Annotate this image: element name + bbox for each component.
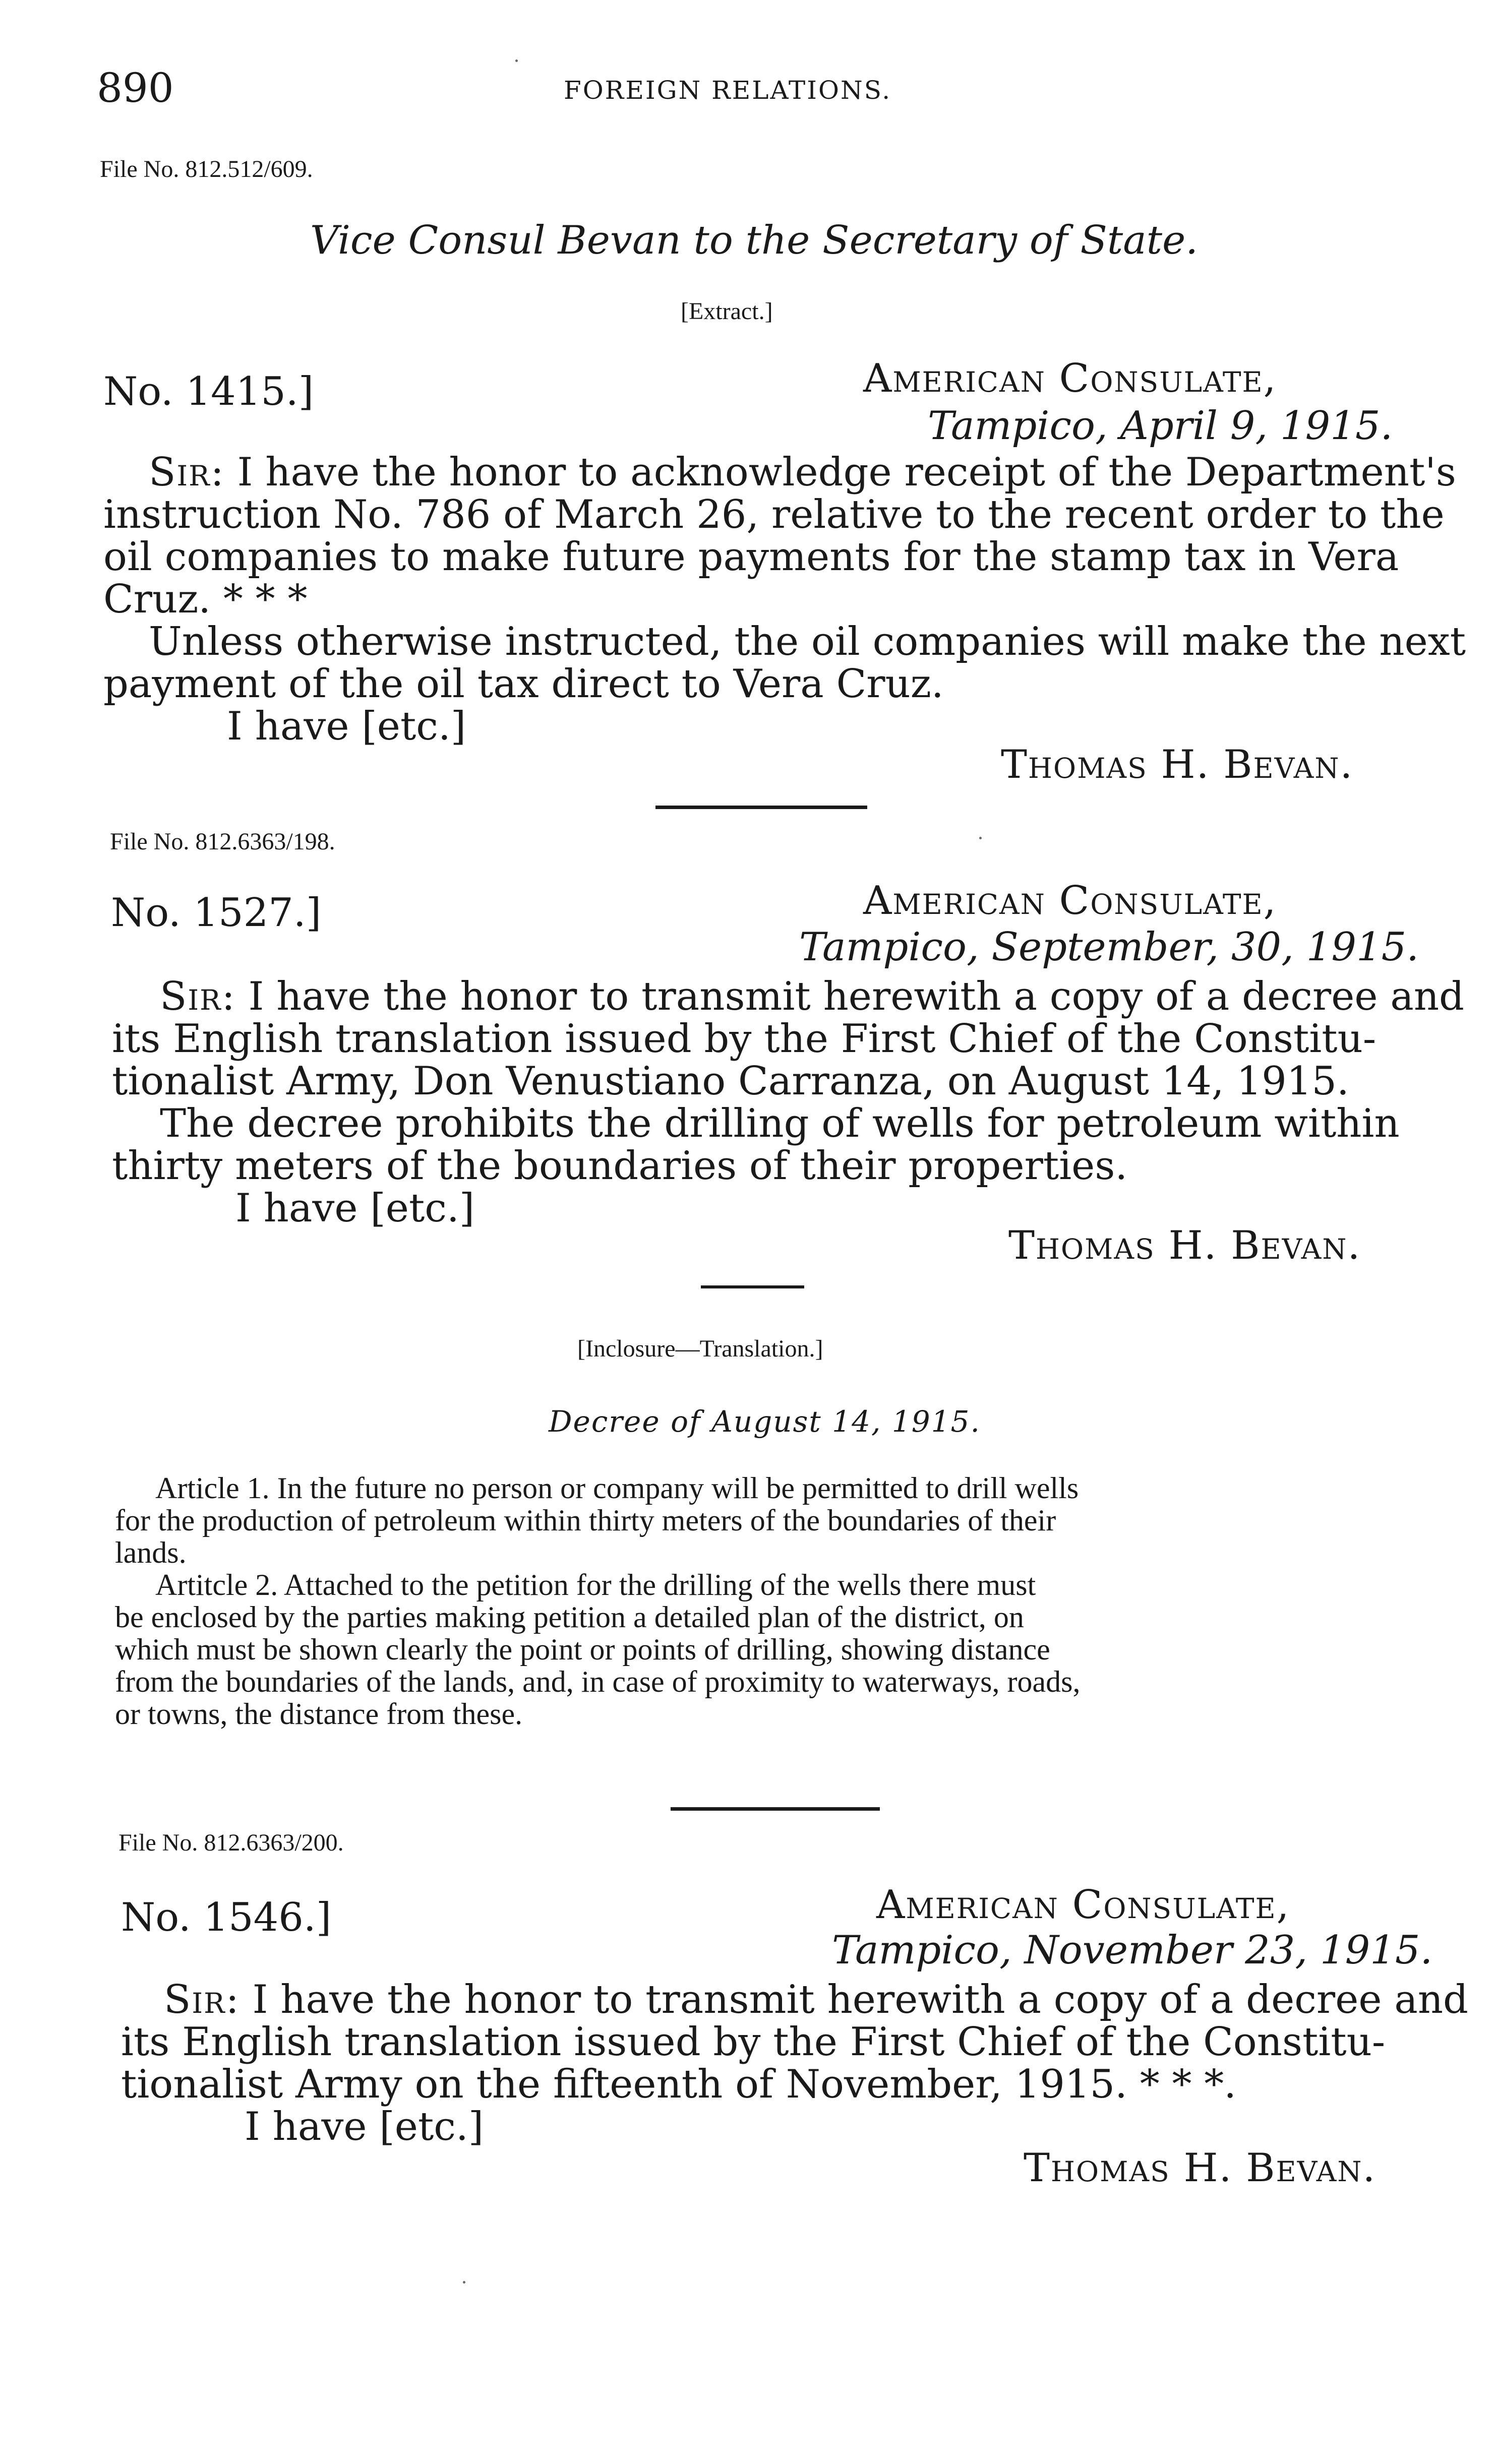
speck [515,59,518,62]
body-line: its English translation issued by the First Chief of the Constitu- [121,2019,1386,2065]
article-line: lands. [115,1536,187,1569]
body-line: payment of the oil tax direct to Vera Cruz. [103,661,944,707]
document-title: Vice Consul Bevan to the Secretary of State. [310,218,1199,263]
closing: I have [etc.] [235,1186,475,1231]
article-line: or towns, the distance from these. [115,1697,523,1731]
body-line: I have the honor to transmit herewith a copy of a decree and [248,974,1464,1019]
closing: I have [etc.] [245,2104,484,2149]
body-line: I have the honor to transmit herewith a copy of a decree and [252,1977,1468,2022]
body-line: I have the honor to acknowledge receipt of the Department's [237,450,1456,495]
dispatch-number: No. 1546.] [121,1895,332,1940]
article-line: which must be shown clearly the point or points of drilling, showing distance [115,1633,1050,1666]
page-number: 890 [97,65,174,111]
article-line: be enclosed by the parties making petition a detailed plan of the district, on [115,1600,1024,1634]
file-number: File No. 812.6363/200. [118,1829,344,1856]
consulate-heading: American Consulate, [863,356,1277,401]
body-line: instruction No. 786 of March 26, relative to the recent order to the [103,492,1445,537]
body-line: The decree prohibits the drilling of wells for petroleum within [160,1101,1400,1146]
body-line: tionalist Army, Don Venustiano Carranza, on August 14, 1915. [112,1059,1349,1104]
salutation: Sir: [149,450,225,495]
speck [979,837,982,839]
running-title: FOREIGN RELATIONS. [564,76,892,105]
body-line: tionalist Army on the fifteenth of November, 1915. * * *. [121,2062,1237,2107]
body-line: thirty meters of the boundaries of their properties. [112,1143,1128,1189]
salutation: Sir: [160,974,236,1019]
body-line: its English translation issued by the First Chief of the Constitu- [112,1016,1376,1062]
letter-body [103,450,1466,749]
article-line: Article 1. In the future no person or company will be permitted to drill wells [155,1471,1079,1505]
signature: Thomas H. Bevan. [1008,1223,1361,1268]
file-number: File No. 812.512/609. [100,156,313,182]
dispatch-number: No. 1527.] [111,890,322,936]
body-line: Cruz. * * * [103,577,308,622]
extract-note: [Extract.] [681,298,773,325]
article-line: Artitcle 2. Attached to the petition for the drilling of the wells there must [155,1568,1036,1601]
letter-body [121,1977,1468,2149]
article-line: from the boundaries of the lands, and, in case of proximity to waterways, roads, [115,1665,1081,1698]
dateline: Tampico, April 9, 1915. [928,403,1393,449]
closing: I have [etc.] [227,704,466,749]
decree-title: Decree of August 14, 1915. [549,1404,981,1439]
section-divider [655,806,867,809]
signature: Thomas H. Bevan. [1001,742,1354,787]
dispatch-number: No. 1415.] [103,369,314,414]
file-number: File No. 812.6363/198. [110,828,335,855]
article-line: for the production of petroleum within thirty meters of the boundaries of their [115,1504,1056,1537]
body-line: Unless otherwise instructed, the oil companies will make the next [149,619,1466,664]
consulate-heading: American Consulate, [876,1882,1290,1928]
consulate-heading: American Consulate, [863,878,1277,923]
section-divider [671,1807,880,1811]
decree-text [115,1472,1436,1730]
body-line: oil companies to make future payments for the stamp tax in Vera [103,534,1399,580]
dateline: Tampico, September, 30, 1915. [799,925,1419,970]
signature: Thomas H. Bevan. [1024,2145,1376,2191]
dateline: Tampico, November 23, 1915. [832,1928,1433,1973]
letter-body [112,974,1464,1231]
inclosure-note: [Inclosure—Translation.] [577,1335,823,1362]
speck [463,2281,465,2284]
salutation: Sir: [164,1977,240,2022]
section-divider [701,1285,804,1288]
